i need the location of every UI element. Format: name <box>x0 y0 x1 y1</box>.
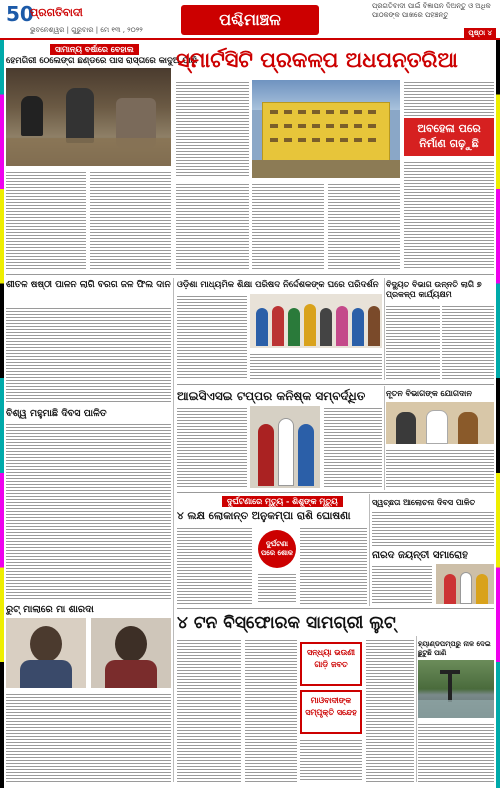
headline-sheetal-shashti: ଶୀତଳ ଷଷ୍ଠୀ ପାଳନ ଲାଗି ବରଗ ଜଳ ଫିଲ ଦାନ <box>6 280 171 290</box>
promo-text: ପ୍ରଗତିବାଦୀ ପାଇଁ ବିଜ୍ଞାପନ ଦିଅନ୍ତୁ ଓ ଅଧିକ ପାଠକଙ୍କ ପାଖରେ ପହଞ୍ଚନ୍ତୁ <box>372 2 491 19</box>
body-text <box>328 182 400 270</box>
body-text <box>176 80 249 178</box>
divider <box>177 384 494 385</box>
body-text <box>252 182 324 270</box>
body-text <box>245 638 297 782</box>
pull-quote-2: ମାଓବାଦୀଙ୍କ ସମ୍ପୃକ୍ତି ସନ୍ଦେହ <box>300 690 362 734</box>
body-text <box>404 160 494 270</box>
photo-handpump-water <box>418 660 494 718</box>
body-text <box>177 294 247 380</box>
photo-new-officer <box>386 402 494 444</box>
column-rule <box>384 386 385 490</box>
body-text <box>176 182 249 270</box>
photo-officials-group <box>250 294 382 348</box>
kicker-accident: ଦୁର୍ଘଟଣାରେ ମୃତ୍ୟୁ - ଶିଶୁଙ୍କ ମୃତ୍ୟୁ <box>222 496 343 507</box>
divider <box>177 608 494 609</box>
brand-name: ପ୍ରଗତିବାଦୀ <box>30 6 83 19</box>
headline-new-officer: ନୂତନ ବିଭାଗଙ୍କ ଯୋଗଦାନ <box>386 389 472 398</box>
body-text <box>386 304 440 380</box>
body-text <box>386 448 494 488</box>
body-text <box>177 526 252 604</box>
body-text <box>6 422 171 600</box>
headline-sanitation-day: ସ୍ୱଚ୍ଛତା ଆଲୋଚନା ଦିବସ ପାଳିତ <box>372 498 476 507</box>
divider <box>6 274 494 275</box>
anniversary-logo: 50 <box>6 2 34 26</box>
headline-road-mud: ହେମଗିରୀ ଠେଲେଙ୍ଗ ଛଣ୍ଡରେ ପାସ ରାସ୍ତାରେ କାଦୁଅ ପାଣି <box>6 56 198 66</box>
body-text <box>6 692 171 782</box>
headline-bee-day: ବିଶ୍ୱ ମହୁମାଛି ଦିବସ ପାଳିତ <box>6 408 107 419</box>
body-text <box>300 738 362 782</box>
headline-power-projects: ବିଦ୍ୟୁତ ବିଭାଗ ଉନ୍ନତି ଲାଗି ୭ ପ୍ରକଳ୍ପ କାର୍ଯ୍ୟକ୍ଷମ <box>386 280 482 299</box>
body-text <box>372 510 494 546</box>
body-text <box>6 170 86 270</box>
body-text <box>90 170 171 270</box>
headline-icse-topper: ଆଇସିଏସଇ ଟପ୍ପର କନିଷ୍କ ସମ୍ବର୍ଦ୍ଧିତ <box>177 389 366 403</box>
column-rule <box>173 278 174 782</box>
body-text <box>404 80 494 116</box>
body-text <box>442 304 494 380</box>
lead-headline: ସ୍ମାର୍ଟସିଟି ପ୍ରକଳ୍ପ ଅଧପନ୍ତରିଆ <box>176 48 458 72</box>
body-text <box>300 526 367 604</box>
section-title: ପଶ୍ଚିମାଞ୍ଚଳ <box>181 5 319 35</box>
photo-smart-city-building <box>252 80 400 178</box>
body-text <box>366 638 414 782</box>
kicker-rain: ସାମାନ୍ୟ ବର୍ଷାରେ ବେହାଲ <box>50 44 139 55</box>
side-box: ଅବହେଳା ପରେ ନିର୍ମାଣ ଗଢ଼ୁଛି <box>404 118 494 156</box>
headline-compensation: ୪ ଲକ୍ଷ ଲୋକାନ୍ତ ଅନୁକମ୍ପା ରାଶି ଘୋଷଣା <box>177 510 351 522</box>
headline-narada-jayanti: ନାରଦ ଜୟନ୍ତୀ ସମାରୋହ <box>372 550 468 561</box>
body-text <box>177 638 241 782</box>
divider <box>177 492 494 493</box>
photo-accused-2 <box>91 618 171 688</box>
photo-accused-1 <box>6 618 86 688</box>
body-text <box>250 352 382 380</box>
body-text <box>258 572 296 604</box>
photo-ceremony <box>436 564 494 604</box>
registration-bar-right <box>496 0 500 788</box>
headline-handpump: ହ୍ୟାଣ୍ଡପମ୍ପରୁ ନାଳ ଦେଇ ଛୁଟୁଛି ପାଣି <box>418 640 491 657</box>
registration-bar-left <box>0 0 4 788</box>
body-text <box>177 406 247 488</box>
body-text <box>6 306 171 404</box>
masthead <box>0 0 500 40</box>
photo-flooded-road <box>6 68 171 166</box>
body-text <box>372 564 432 604</box>
column-rule <box>416 636 417 782</box>
column-rule <box>369 494 370 606</box>
dateline: ଭୁବନେଶ୍ୱର | ଗୁରୁବାର | ମେ ୧୩ , ୨୦୨୨ <box>30 26 143 34</box>
photo-topper-felicitation <box>250 406 320 488</box>
pull-quote-1: ସନ୍ଧ୍ୟା ଭଉଣୀ ଗାଡ଼ି ଜବତ <box>300 642 362 686</box>
headline-education-council: ଓଡ଼ିଶା ମାଧ୍ୟମିକ ଶିକ୍ଷା ପରିଷଦ ନିର୍ଦ୍ଦେଶକଙ୍କ ଘରେ ପରିଦର୍ଶନ <box>177 280 379 290</box>
column-rule <box>384 278 385 380</box>
circle-badge: ଦୁର୍ଘଟଣା ପରେ ଶୋକ <box>258 530 296 568</box>
page-number: ପୃଷ୍ଠା ୪ <box>464 28 496 39</box>
body-text <box>324 406 382 488</box>
headline-explosives: ୪ ଟନ ବିସ୍ଫୋରକ ସାମଗ୍ରୀ ଲୁଟ୍ <box>177 613 396 633</box>
body-text <box>418 722 494 782</box>
headline-root-garland: ରୁଟ୍ ମାଲାରେ ମା ଶାରଦା <box>6 604 94 615</box>
